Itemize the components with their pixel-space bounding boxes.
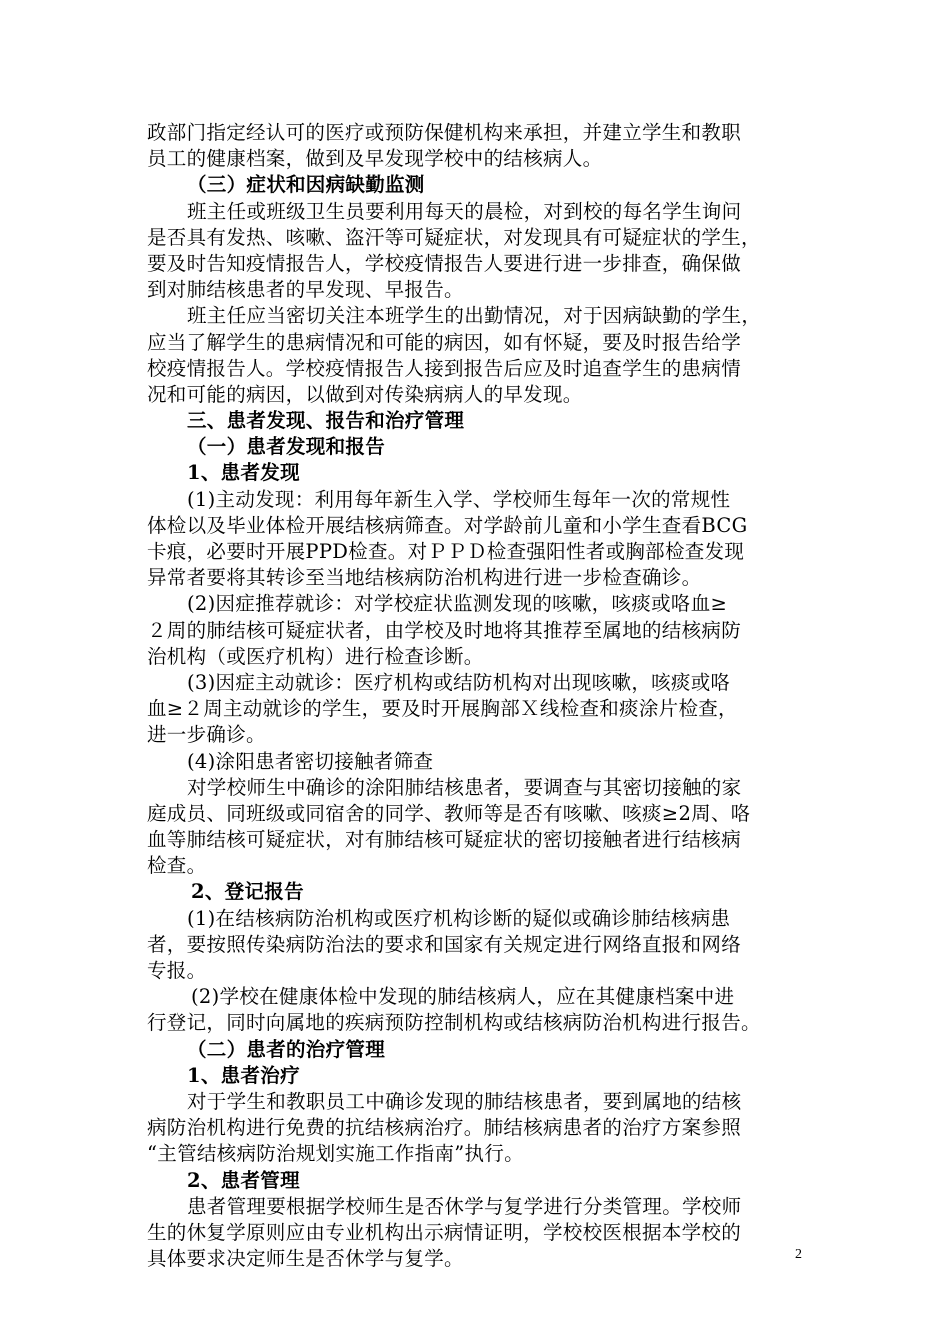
body-text-line: 生的休复学原则应由专业机构出示病情证明，学校校医根据本学校的 — [147, 1220, 742, 1244]
body-text-line: 应当了解学生的患病情况和可能的病因，如有怀疑，要及时报告给学 — [147, 330, 742, 354]
body-text-line: 对学校师生中确诊的涂阳肺结核患者，要调查与其密切接触的家 — [187, 775, 742, 799]
body-text-line: 治机构（或医疗机构）进行检查诊断。 — [147, 644, 484, 668]
body-text-line: 对于学生和教职员工中确诊发现的肺结核患者，要到属地的结核 — [187, 1089, 742, 1113]
item-heading: 2、登记报告 — [191, 880, 304, 904]
body-text-line: 专报。 — [147, 959, 207, 982]
body-text-line: (4)涂阳患者密切接触者筛查 — [187, 749, 434, 773]
body-text-line: 庭成员、同班级或同宿舍的同学、教师等是否有咳嗽、咳痰≥2周、咯 — [147, 801, 751, 825]
section-heading: 三、患者发现、报告和治疗管理 — [187, 409, 465, 433]
page-number: 2 — [795, 1247, 802, 1262]
body-text-line: 班主任或班级卫生员要利用每天的晨检，对到校的每名学生询问 — [187, 199, 742, 223]
body-text-line: 具体要求决定师生是否休学与复学。 — [147, 1247, 464, 1271]
body-text-line: (1)主动发现：利用每年新生入学、学校师生每年一次的常规性 — [187, 487, 731, 511]
item-heading: 2、患者管理 — [187, 1168, 300, 1192]
subsection-heading: （二）患者的治疗管理 — [187, 1037, 386, 1061]
body-text-line: 况和可能的病因，以做到对传染病病人的早发现。 — [147, 382, 583, 406]
body-text-line: 血≥２周主动就诊的学生，要及时开展胸部Ｘ线检查和痰涂片检查， — [147, 697, 738, 721]
body-text-line: 患者管理要根据学校师生是否休学与复学进行分类管理。学校师 — [187, 1194, 742, 1218]
body-text-line: (1)在结核病防治机构或医疗机构诊断的疑似或确诊肺结核病患 — [187, 906, 731, 930]
body-text-line: (3)因症主动就诊：医疗机构或结防机构对出现咳嗽，咳痰或咯 — [187, 670, 731, 694]
body-text-line: 卡痕，必要时开展PPD检查。对ＰＰＤ检查强阳性者或胸部检查发现 — [147, 540, 745, 563]
body-text-line: 班主任应当密切关注本班学生的出勤情况，对于因病缺勤的学生， — [187, 304, 762, 328]
body-text-line: 行登记，同时向属地的疾病预防控制机构或结核病防治机构进行报告。 — [147, 1011, 761, 1035]
body-text-line: 病防治机构进行免费的抗结核病治疗。肺结核病患者的治疗方案参照 — [147, 1116, 742, 1140]
body-text-line: 要及时告知疫情报告人，学校疫情报告人要进行进一步排查，确保做 — [147, 251, 742, 275]
body-text-line: 者，要按照传染病防治法的要求和国家有关规定进行网络直报和网络 — [147, 932, 742, 956]
body-text-line: 到对肺结核患者的早发现、早报告。 — [147, 278, 464, 302]
body-text-line: 检查。 — [147, 854, 207, 878]
body-text-line: 员工的健康档案，做到及早发现学校中的结核病人。 — [147, 147, 603, 171]
body-text-line: 政部门指定经认可的医疗或预防保健机构来承担，并建立学生和教职 — [147, 121, 742, 144]
body-text-line: “主管结核病防治规划实施工作指南”执行。 — [147, 1142, 524, 1166]
body-text-line: 血等肺结核可疑症状，对有肺结核可疑症状的密切接触者进行结核病 — [147, 828, 742, 852]
subsection-heading: （三）症状和因病缺勤监测 — [187, 173, 425, 197]
document-page — [147, 120, 823, 1272]
body-text-line: (2)学校在健康体检中发现的肺结核病人，应在其健康档案中进 — [191, 985, 735, 1009]
body-text-line: 进一步确诊。 — [147, 723, 266, 747]
body-text-line: 是否具有发热、咳嗽、盗汗等可疑症状，对发现具有可疑症状的学生， — [147, 225, 761, 249]
subsection-heading: （一）患者发现和报告 — [187, 435, 386, 459]
body-text-line: (2)因症推荐就诊：对学校症状监测发现的咳嗽，咳痰或咯血≥ — [187, 592, 728, 616]
body-text-line: 校疫情报告人。学校疫情报告人接到报告后应及时追查学生的患病情 — [147, 356, 742, 380]
body-text-line: ２周的肺结核可疑症状者，由学校及时地将其推荐至属地的结核病防 — [147, 618, 742, 642]
body-text-line: 异常者要将其转诊至当地结核病防治机构进行进一步检查确诊。 — [147, 566, 702, 590]
item-heading: 1、患者发现 — [187, 461, 300, 485]
item-heading: 1、患者治疗 — [187, 1063, 300, 1087]
body-text-line: 体检以及毕业体检开展结核病筛查。对学龄前儿童和小学生查看BCG — [147, 513, 748, 537]
